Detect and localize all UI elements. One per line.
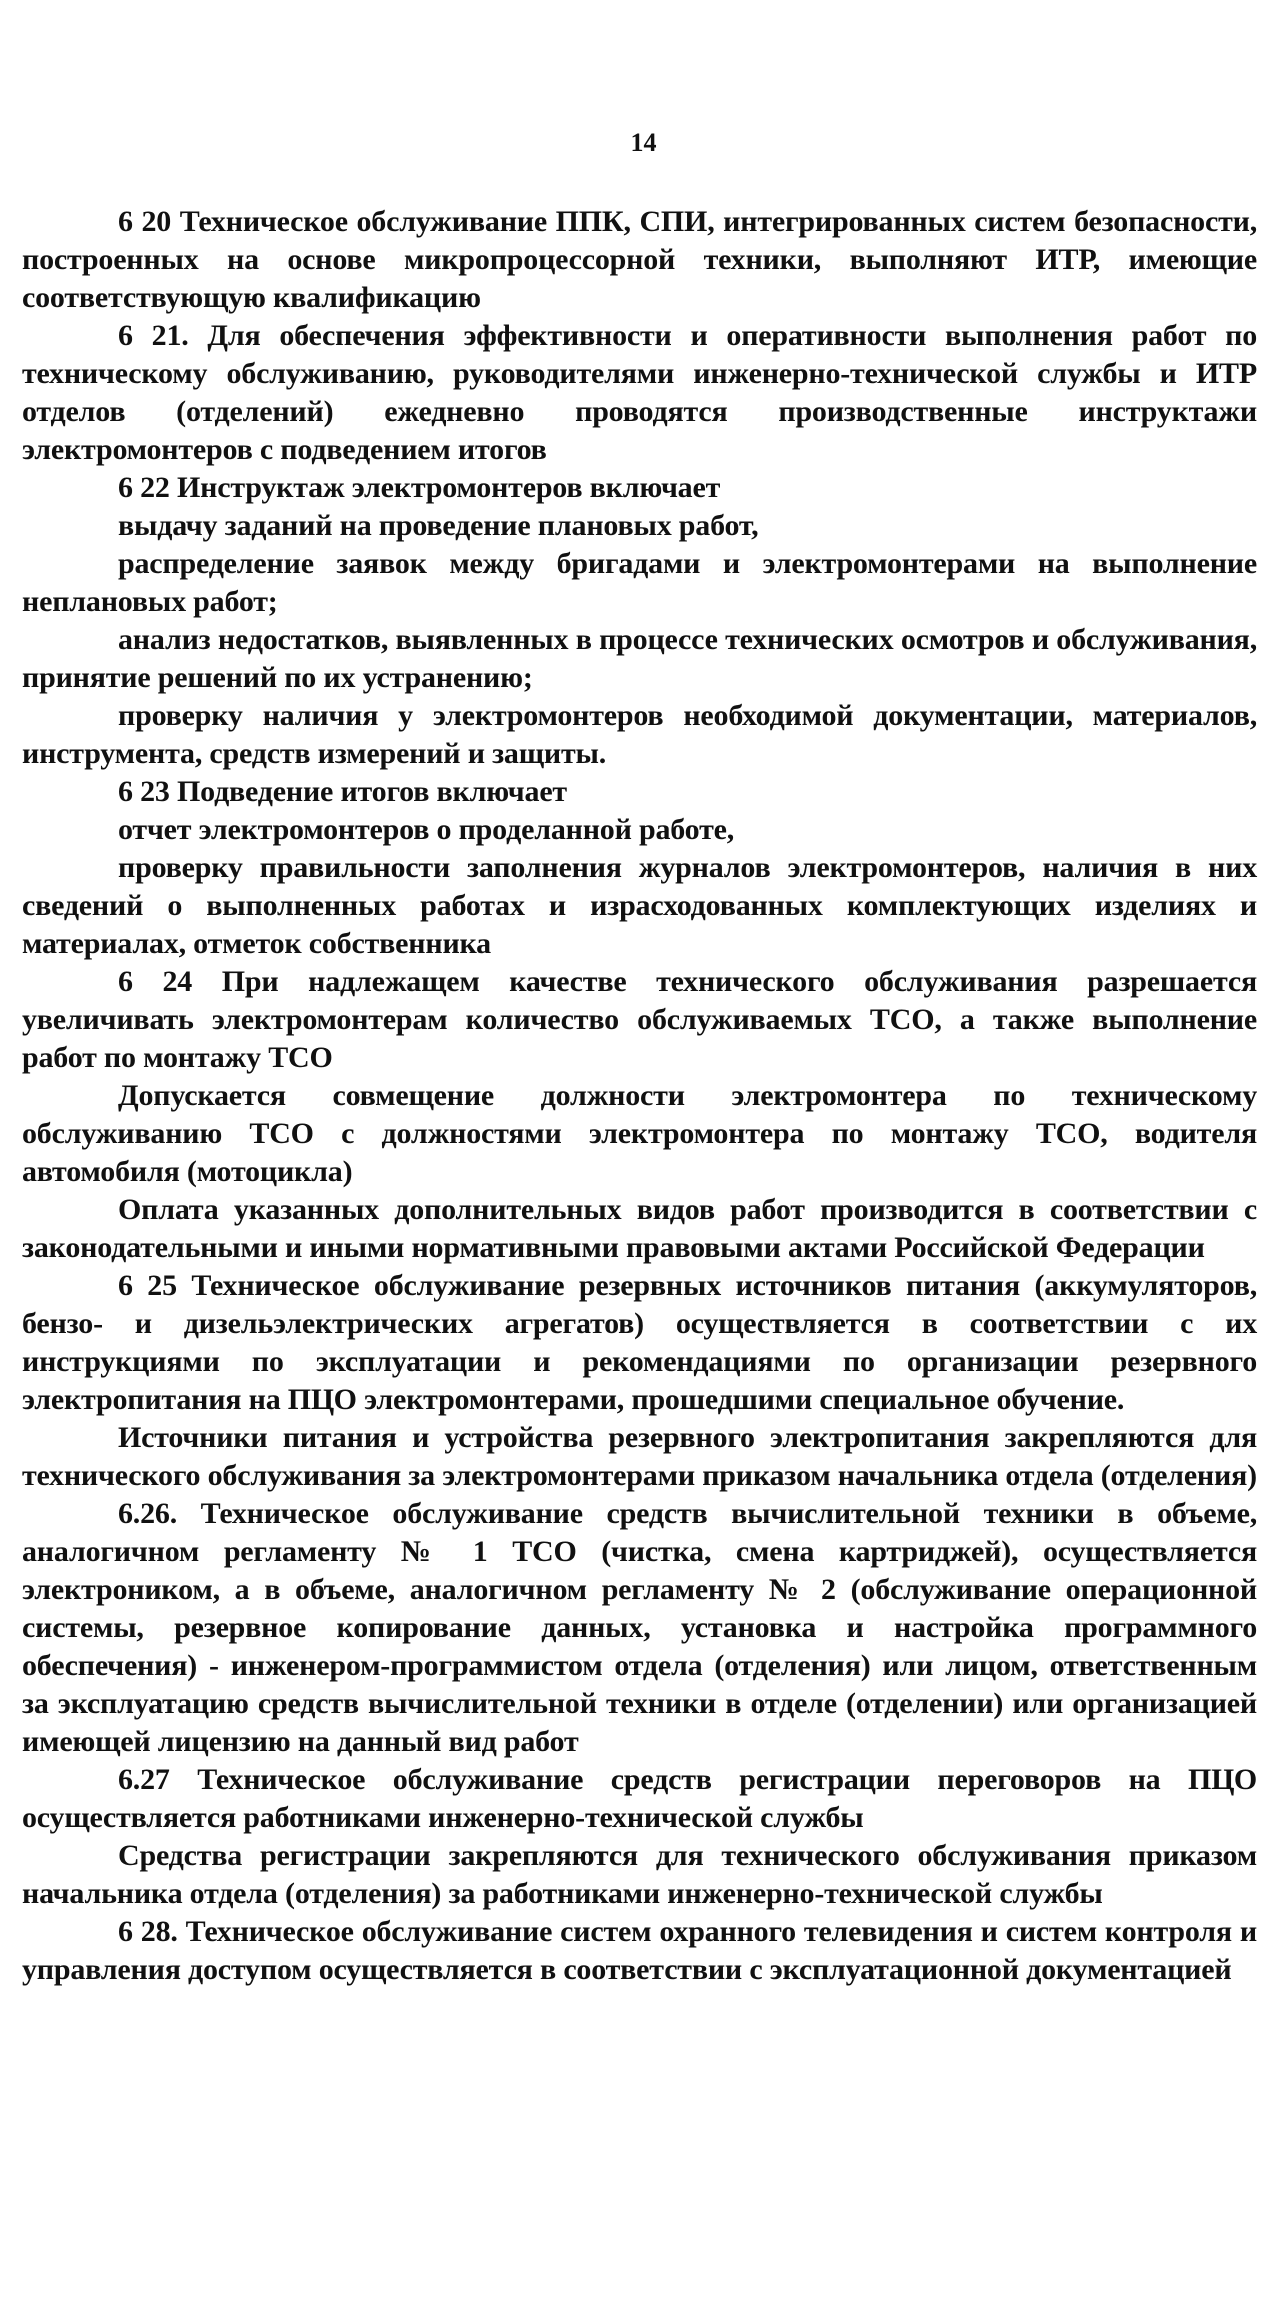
page-number: 14: [630, 128, 657, 157]
paragraph-6-21: 6 21. Для обеспечения эффективности и оперативности выполнения работ по техническому обслуживанию, руководителями инженерно-технической службы и ИТР отделов (отделений) ежедневно проводятся производственные инструктажи электромонтеров с подведением итогов: [22, 319, 1257, 466]
list-item-journal-check: проверку правильности заполнения журналов электромонтеров, наличия в них сведений о выполненных работах и израсходованных комплектующих изделиях и материалах, отметок собственника: [22, 851, 1257, 960]
paragraph-6-27: 6.27 Техническое обслуживание средств регистрации переговоров на ПЦО осуществляется работниками инженерно-технической службы: [22, 1763, 1257, 1834]
list-item-documentation-check: проверку наличия у электромонтеров необходимой документации, материалов, инструмента, средств измерений и защиты.: [22, 699, 1257, 770]
paragraph-power-sources: Источники питания и устройства резервного электропитания закрепляются для технического обслуживания за электромонтерами приказом начальника отдела (отделения): [22, 1421, 1257, 1492]
paragraph-6-20: 6 20 Техническое обслуживание ППК, СПИ, интегрированных систем безопасности, построенных на основе микропроцессорной техники, выполняют ИТР, имеющие соответствующую квалификацию: [22, 205, 1257, 314]
paragraph-6-22: 6 22 Инструктаж электромонтеров включает: [118, 471, 721, 504]
paragraph-recording-means: Средства регистрации закрепляются для технического обслуживания приказом начальника отдела (отделения) за работниками инженерно-технической службы: [22, 1839, 1257, 1910]
paragraph-6-28: 6 28. Техническое обслуживание систем охранного телевидения и систем контроля и управления доступом осуществляется в соответствии с эксплуатационной документацией: [22, 1915, 1257, 1986]
paragraph-payment: Оплата указанных дополнительных видов работ производится в соответствии с законодательными и иными нормативными правовыми актами Российской Федерации: [22, 1193, 1257, 1264]
list-item-task-issuing: выдачу заданий на проведение плановых работ,: [118, 509, 759, 542]
paragraph-6-25: 6 25 Техническое обслуживание резервных источников питания (аккумуляторов, бензо- и дизельэлектрических агрегатов) осуществляется в соответствии с их инструкциями по эксплуатации и рекомендациями по организации резервного электропитания на ПЦО электромонтерами, прошедшими специальное обучение.: [22, 1269, 1257, 1416]
list-item-request-distribution: распределение заявок между бригадами и электромонтерами на выполнение неплановых работ;: [22, 547, 1257, 618]
paragraph-position-combination: Допускается совмещение должности электромонтера по техническому обслуживанию ТСО с должностями электромонтера по монтажу ТСО, водителя автомобиля (мотоцикла): [22, 1079, 1257, 1188]
paragraph-6-26: 6.26. Техническое обслуживание средств вычислительной техники в объеме, аналогичном регламенту № 1 ТСО (чистка, смена картриджей), осуществляется электроником, а в объеме, аналогичном регламенту № 2 (обслуживание операционной системы, резервное копирование данных, установка и настройка программного обеспечения) - инженером-программистом отдела (отделения) или лицом, ответственным за эксплуатацию средств вычислительной техники в отделе (отделении) или организацией имеющей лицензию на данный вид работ: [22, 1497, 1257, 1758]
list-item-deficiency-analysis: анализ недостатков, выявленных в процессе технических осмотров и обслуживания, принятие решений по их устранению;: [22, 623, 1257, 694]
document-body: [22, 203, 1257, 1989]
paragraph-6-24: 6 24 При надлежащем качестве технического обслуживания разрешается увеличивать электромонтерам количество обслуживаемых ТСО, а также выполнение работ по монтажу ТСО: [22, 965, 1257, 1074]
paragraph-6-23: 6 23 Подведение итогов включает: [118, 775, 567, 808]
list-item-work-report: отчет электромонтеров о проделанной работе,: [118, 813, 735, 846]
